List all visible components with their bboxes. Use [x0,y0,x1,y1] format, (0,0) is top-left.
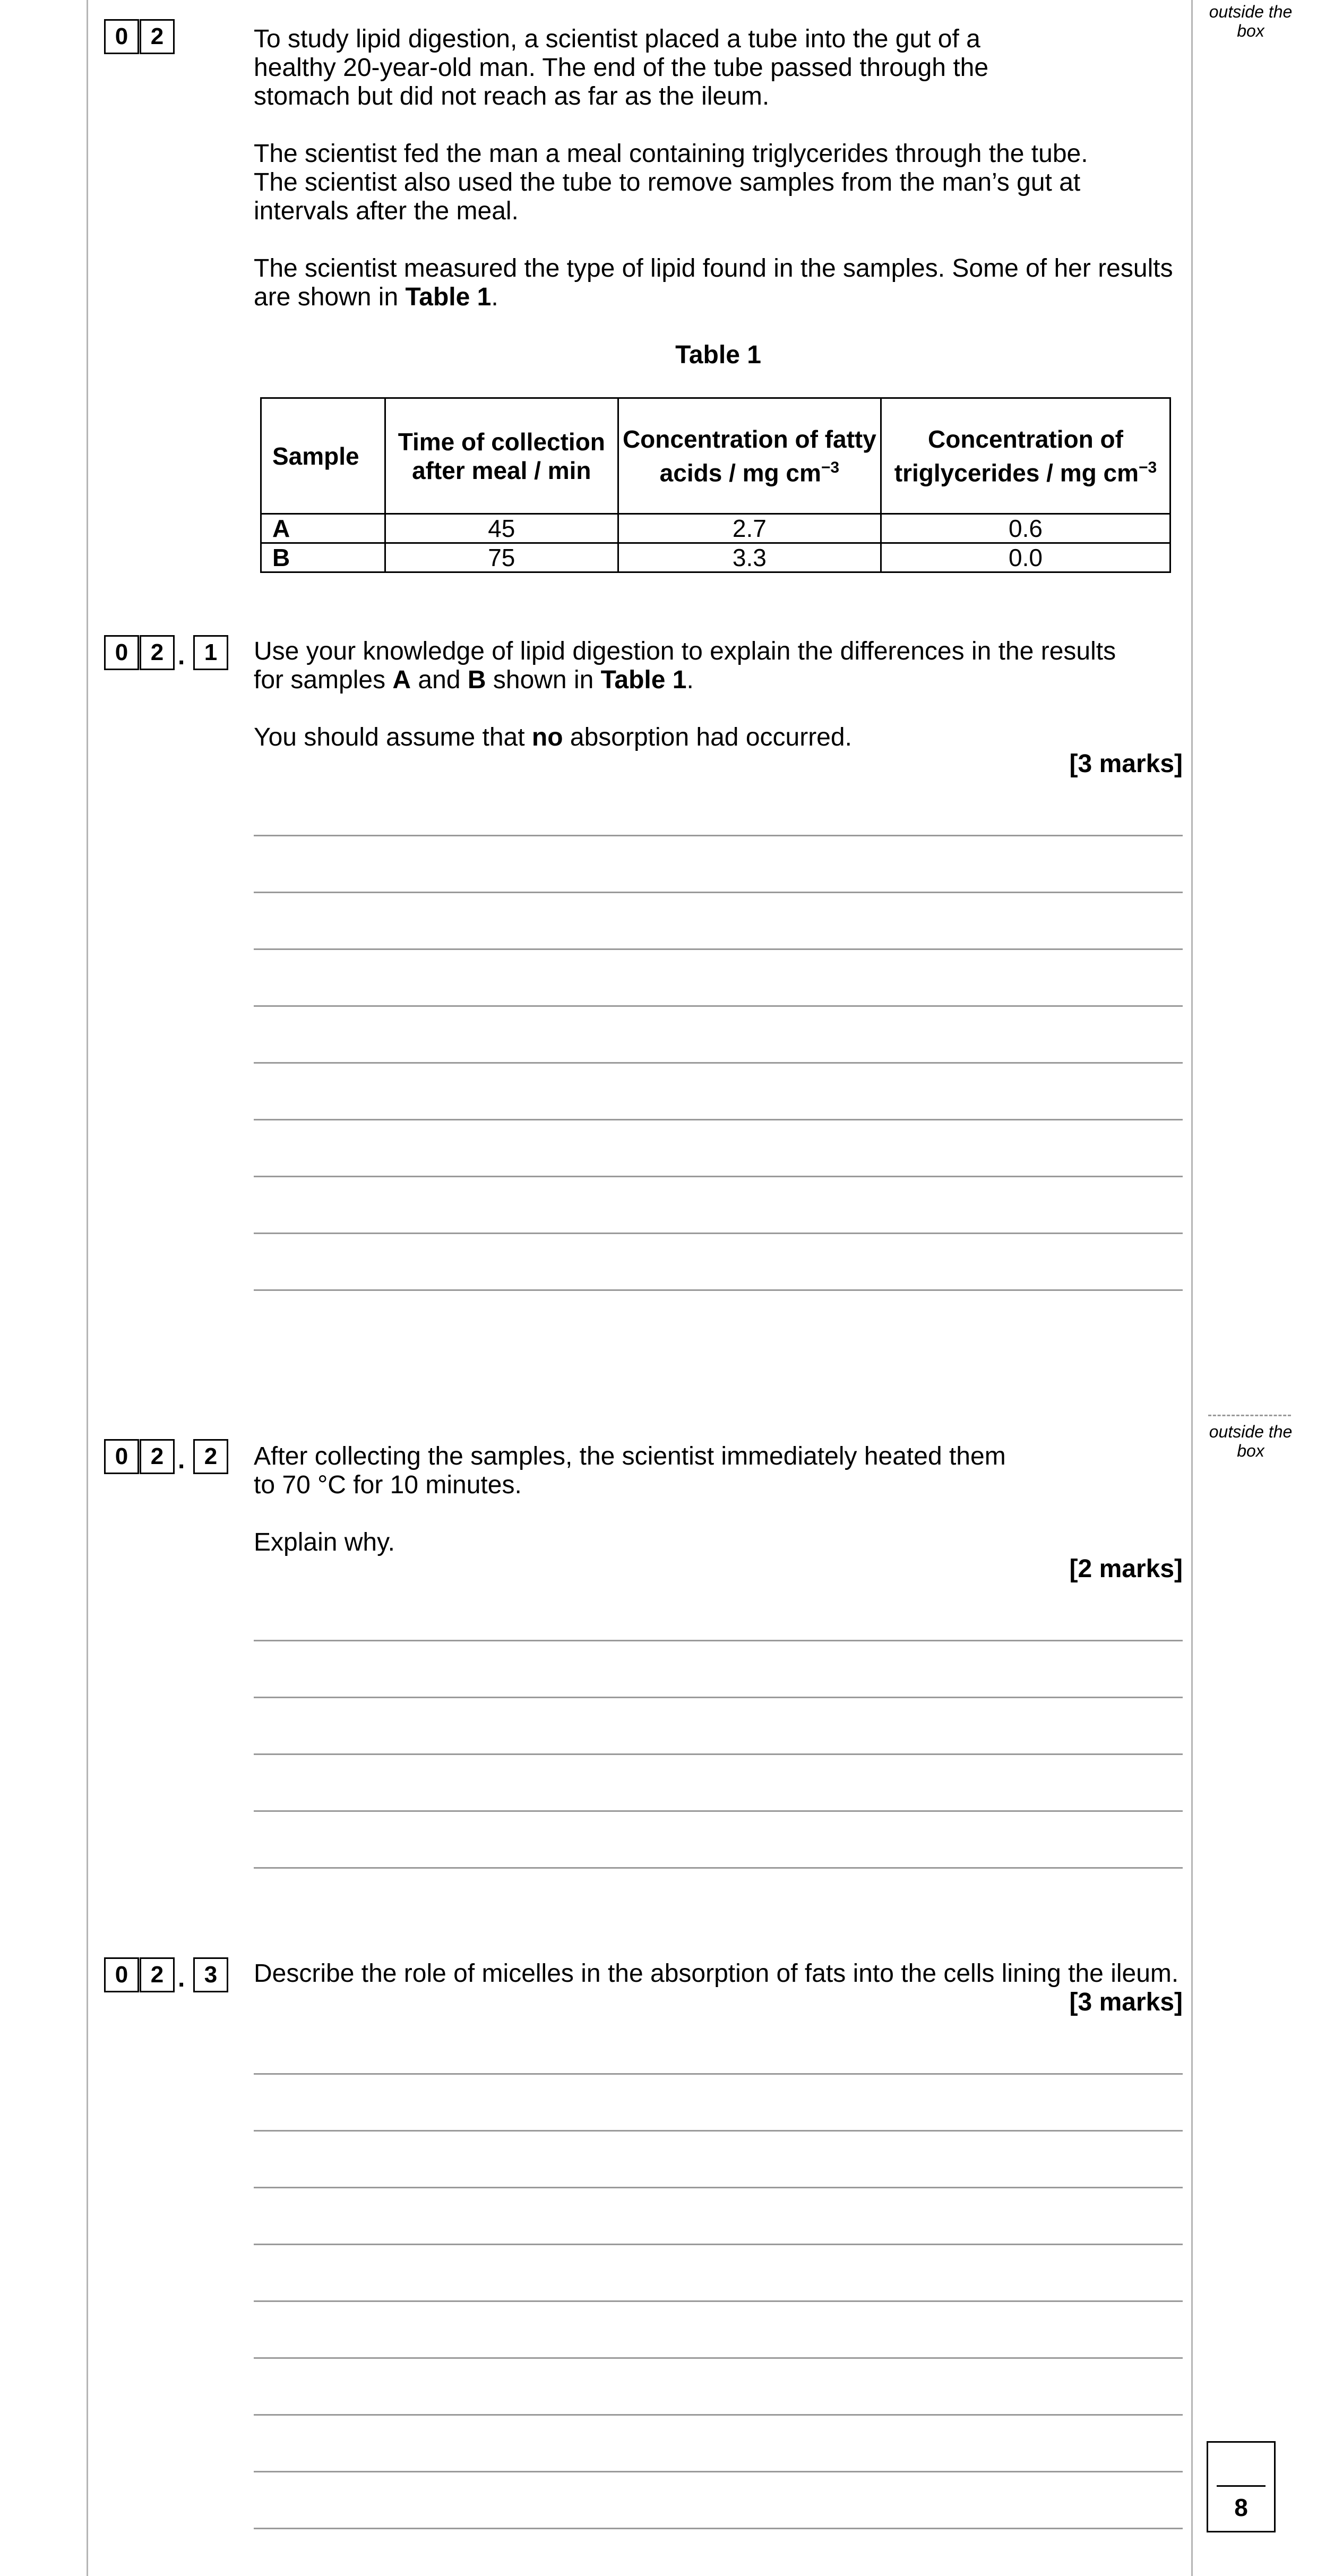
part-number-digit: 0 [104,635,139,670]
part2-marks: [2 marks] [1069,1555,1183,1583]
part-number-dot: . [178,642,185,670]
part1-marks: [3 marks] [1069,750,1183,778]
table-row [261,514,1170,543]
cell-time: 75 [385,543,618,572]
answer-line[interactable] [254,2414,1183,2416]
header-time: Time of collection after meal / min [385,398,618,514]
margin-divider [1208,1415,1291,1416]
part-number-digit: 2 [140,1957,175,1992]
question-number-digit: 0 [104,19,139,54]
part3-marks: [3 marks] [1069,1988,1183,2016]
answer-line[interactable] [254,1233,1183,1234]
left-margin-rule [87,0,88,2576]
part-number-digit: 2 [140,635,175,670]
question-intro [254,25,1173,312]
cell-triglycerides: 0.6 [881,514,1170,543]
cell-sample: A [261,514,385,543]
page-total-line [1217,2485,1266,2487]
answer-line[interactable] [254,1176,1183,1177]
part-number-digit: 1 [193,635,228,670]
part2-instruction: Explain why. [254,1528,395,1556]
answer-line[interactable] [254,1005,1183,1007]
right-margin-rule [1191,0,1193,2576]
table-caption: Table 1 [675,341,761,369]
answer-line[interactable] [254,835,1183,836]
part-number-digit: 0 [104,1439,139,1474]
answer-line[interactable] [254,2073,1183,2075]
answer-line[interactable] [254,1640,1183,1641]
cell-fatty-acids: 3.3 [618,543,881,572]
intro-paragraph: To study lipid digestion, a scientist placed a tube into the gut of a healthy 20-year-old man. The end of the tube passed through the stomach but did not reach as far as the ileum. [254,25,989,110]
answer-line[interactable] [254,1867,1183,1869]
answer-line[interactable] [254,1810,1183,1812]
answer-line[interactable] [254,1062,1183,1064]
answer-line[interactable] [254,2300,1183,2302]
header-sample: Sample [261,398,385,514]
answer-line[interactable] [254,2357,1183,2359]
part3-question: Describe the role of micelles in the absorption of fats into the cells lining the ileum. [254,1959,1179,1988]
header-triglycerides: Concentration of triglycerides / mg $cm^{-3}$ [881,398,1170,514]
margin-note-top: outside the box [1209,2,1293,40]
header-fatty-acids: Concentration of fatty acids / mg $cm^{-3}$ [618,398,881,514]
answer-line[interactable] [254,1697,1183,1698]
answer-line[interactable] [254,948,1183,950]
answer-line[interactable] [254,1289,1183,1291]
question-number-digit: 2 [140,19,175,54]
results-table [260,397,1171,573]
cell-sample: B [261,543,385,572]
table-row [261,543,1170,572]
part-number-digit: 0 [104,1957,139,1992]
page-total-value: 8 [1234,2494,1248,2521]
answer-line[interactable] [254,1119,1183,1120]
answer-line[interactable] [254,892,1183,893]
margin-note-middle: outside the box [1209,1422,1293,1460]
cell-triglycerides: 0.0 [881,543,1170,572]
answer-line[interactable] [254,2528,1183,2529]
intro-paragraph: The scientist fed the man a meal containing triglycerides through the tube. [254,140,1088,168]
intro-paragraph: The scientist also used the tube to remove samples from the man’s gut at intervals after the meal. [254,168,1081,225]
answer-line[interactable] [254,2244,1183,2245]
table-header-row [261,398,1170,514]
answer-line[interactable] [254,1753,1183,1755]
cell-fatty-acids: 2.7 [618,514,881,543]
part-number-digit: 3 [193,1957,228,1992]
part2-question: After collecting the samples, the scientist immediately heated them to 70 °C for 10 minutes. Explain why. [254,1442,1167,1557]
part1-assumption: You should assume that no absorption had occurred. [254,723,852,751]
answer-line[interactable] [254,2130,1183,2132]
answer-line[interactable] [254,2471,1183,2472]
answer-line[interactable] [254,2187,1183,2188]
cell-time: 45 [385,514,618,543]
part-number-dot: . [178,1446,185,1474]
results-sentence: The scientist measured the type of lipid found in the samples. Some of her results are shown in Table 1. [254,254,1173,311]
part1-question: Use your knowledge of lipid digestion to explain the differences in the results for samples A and B shown in Table 1. You should assume that no absorption had occurred. [254,637,1167,752]
table-reference: Table 1 [405,283,492,311]
part-number-digit: 2 [193,1439,228,1474]
part-number-digit: 2 [140,1439,175,1474]
part-number-dot: . [178,1964,185,1992]
